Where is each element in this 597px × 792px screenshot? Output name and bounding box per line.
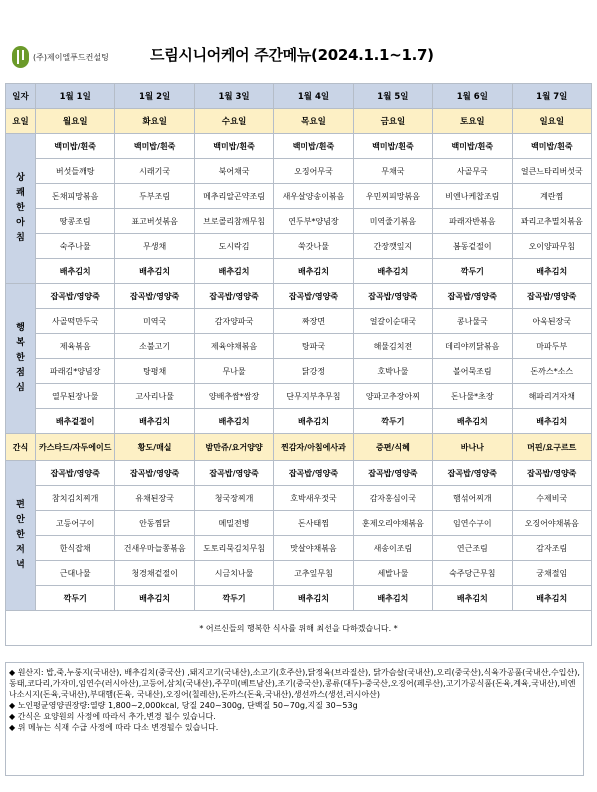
dinner-item: 도토리묵김치무침 [194,536,273,561]
breakfast-item: 파래자반볶음 [433,209,512,234]
dinner-item: 잡곡밥/영양죽 [512,461,591,486]
lunch-item: 소불고기 [115,334,194,359]
date-header: 1월 6일 [433,84,512,109]
breakfast-item: 백미밥/흰죽 [115,134,194,159]
page-header [0,0,597,80]
breakfast-item: 배추김치 [274,259,353,284]
lunch-item: 배추김치 [115,409,194,434]
breakfast-item: 백미밥/흰죽 [274,134,353,159]
dinner-item: 잡곡밥/영양죽 [36,461,115,486]
breakfast-item: 백미밥/흰죽 [353,134,432,159]
dinner-item: 근대나물 [36,561,115,586]
date-header: 1월 7일 [512,84,591,109]
lunch-item: 배추김치 [433,409,512,434]
breakfast-item: 비엔나케찹조림 [433,184,512,209]
company-logo [12,46,109,68]
lunch-item: 배추김치 [512,409,591,434]
company-name: (주)제이엘푸드컨설팅 [33,52,109,62]
dinner-item: 배추김치 [274,586,353,611]
breakfast-item: 무생채 [115,234,194,259]
date-header: 1월 3일 [194,84,273,109]
breakfast-item: 배추김치 [512,259,591,284]
breakfast-item: 오징어무국 [274,159,353,184]
dinner-item: 맛살야채볶음 [274,536,353,561]
breakfast-item: 시래기국 [115,159,194,184]
dinner-item: 수제비국 [512,486,591,511]
lunch-item: 사골떡만두국 [36,309,115,334]
dinner-item: 잡곡밥/영양죽 [353,461,432,486]
breakfast-item: 도시락김 [194,234,273,259]
breakfast-item: 새우살양송이볶음 [274,184,353,209]
lunch-row [6,359,592,384]
dinner-item: 새송이조림 [353,536,432,561]
dinner-item: 고등어구이 [36,511,115,536]
lunch-row [6,284,592,309]
dinner-item: 오징어야채볶음 [512,511,591,536]
lunch-item: 잡곡밥/영양죽 [36,284,115,309]
lunch-item: 깍두기 [353,409,432,434]
breakfast-item: 돈채피망볶음 [36,184,115,209]
lunch-item: 제육야채볶음 [194,334,273,359]
snack-row [6,434,592,461]
breakfast-item: 봄동겉절이 [433,234,512,259]
lunch-item: 짜장면 [274,309,353,334]
dinner-item: 임연수구이 [433,511,512,536]
dinner-item: 돈사태찜 [274,511,353,536]
day-row [6,109,592,134]
breakfast-item: 버섯들깨탕 [36,159,115,184]
note-text: * 어르신들의 행복한 식사를 위해 최선을 다하겠습니다. * [6,611,592,646]
dinner-item: 청경채겉절이 [115,561,194,586]
dinner-item: 배추김치 [433,586,512,611]
breakfast-row [6,259,592,284]
lunch-row [6,309,592,334]
dinner-item: 잡곡밥/영양죽 [194,461,273,486]
lunch-item: 잡곡밥/영양죽 [512,284,591,309]
lunch-item: 데리야끼닭볶음 [433,334,512,359]
lunch-item: 돈까스*소스 [512,359,591,384]
dinner-row [6,461,592,486]
lunch-item: 해파리겨자채 [512,384,591,409]
lunch-item: 아욱된장국 [512,309,591,334]
lunch-item: 해물김치전 [353,334,432,359]
breakfast-item: 미역줄기볶음 [353,209,432,234]
date-header: 1월 2일 [115,84,194,109]
breakfast-row [6,134,592,159]
dinner-item: 청국장찌개 [194,486,273,511]
breakfast-row [6,234,592,259]
dinner-item: 깍두기 [194,586,273,611]
lunch-item: 마파두부 [512,334,591,359]
breakfast-item: 땅콩조림 [36,209,115,234]
breakfast-row [6,159,592,184]
breakfast-item: 백미밥/흰죽 [36,134,115,159]
date-row-label: 일자 [6,84,36,109]
lunch-item: 호박나물 [353,359,432,384]
breakfast-row [6,209,592,234]
lunch-item: 잡곡밥/영양죽 [194,284,273,309]
breakfast-item: 꽈리고추멸치볶음 [512,209,591,234]
breakfast-item: 우민찌피망볶음 [353,184,432,209]
lunch-item: 제육볶음 [36,334,115,359]
dinner-item: 배추김치 [115,586,194,611]
snack-item: 찐감자/아침에사과 [274,434,353,461]
dinner-item: 잡곡밥/영양죽 [115,461,194,486]
breakfast-item: 표고버섯볶음 [115,209,194,234]
lunch-item: 고사리나물 [115,384,194,409]
dinner-row [6,586,592,611]
breakfast-item: 배추김치 [194,259,273,284]
dinner-row [6,486,592,511]
breakfast-item: 얼큰느타리버섯국 [512,159,591,184]
breakfast-item: 숙주나물 [36,234,115,259]
dinner-item: 궁채절임 [512,561,591,586]
date-header: 1월 5일 [353,84,432,109]
breakfast-item: 간장깻잎지 [353,234,432,259]
dinner-item: 호박새우젓국 [274,486,353,511]
dinner-item: 배추김치 [353,586,432,611]
dinner-item: 잡곡밥/영양죽 [274,461,353,486]
lunch-item: 닭강정 [274,359,353,384]
breakfast-item: 배추김치 [36,259,115,284]
weekday-header: 금요일 [353,109,432,134]
lunch-item: 파래김*양념장 [36,359,115,384]
dinner-item: 깍두기 [36,586,115,611]
lunch-item: 양배추쌈*쌈장 [194,384,273,409]
dinner-label: 편 안 한 저 녁 [6,461,36,611]
breakfast-item: 무채국 [353,159,432,184]
dinner-item: 고추잎무침 [274,561,353,586]
footer-line: ◆ 원산지: 밥,죽,누룽지(국내산), 배추김치(중국산) ,돼지고기(국내산),소고기(호주산),닭정육(브라질산), 닭가슴살(국내산),오리(중국산),식육가공품(국내산,수입산),동태,코다리,가자미,임연수(러시아산),고등어,삼치(국내산),주꾸미(베트남산),조기(중국산),콩류(대두)-중국산,오징어(페루산),고기가공식품(돈육,계육,국내산),비엔나소시지(돈육,국내산),부대햄(돈육, 국내산),오징어(칠레산),돈까스(돈육,국내산),생선까스(생선,러시아산) [9,668,580,699]
breakfast-item: 사골무국 [433,159,512,184]
footer-line: ◆ 위 메뉴는 식재 수급 사정에 따라 다소 변경될수 있습니다. [9,723,219,732]
lunch-item: 배추김치 [274,409,353,434]
breakfast-label: 상 쾌 한 아 침 [6,134,36,284]
note-row [6,611,592,646]
dinner-item: 햄섞어찌개 [433,486,512,511]
weekday-header: 일요일 [512,109,591,134]
footer-line: ◆ 노인평균영양권장량:열량 1,800~2,000kcal, 당질 240~300g, 단백질 50~70g,지질 30~53g [9,701,358,710]
lunch-item: 볼어묵조림 [433,359,512,384]
dinner-item: 메밀전병 [194,511,273,536]
dinner-item: 연근조림 [433,536,512,561]
dinner-item: 훈제오리야채볶음 [353,511,432,536]
weekday-header: 월요일 [36,109,115,134]
dinner-item: 숙주당근무침 [433,561,512,586]
breakfast-item: 계란찜 [512,184,591,209]
lunch-item: 콩나물국 [433,309,512,334]
lunch-item: 열무된장나물 [36,384,115,409]
lunch-row [6,334,592,359]
date-row [6,84,592,109]
breakfast-item: 쑥갓나물 [274,234,353,259]
footer-line: ◆ 간식은 요양원의 사정에 따라서 추가,변경 될수 있습니다. [9,712,216,721]
breakfast-item: 백미밥/흰죽 [512,134,591,159]
lunch-item: 잡곡밥/영양죽 [115,284,194,309]
lunch-item: 잡곡밥/영양죽 [274,284,353,309]
dinner-item: 시금치나물 [194,561,273,586]
dinner-item: 세발나물 [353,561,432,586]
lunch-item: 탕파국 [274,334,353,359]
dinner-item: 잡곡밥/영양죽 [433,461,512,486]
snack-item: 바나나 [433,434,512,461]
breakfast-item: 브로콜리참깨무침 [194,209,273,234]
dinner-item: 참치김치찌개 [36,486,115,511]
snack-label: 간식 [6,434,36,461]
snack-item: 밤만쥬/요거양양 [194,434,273,461]
dinner-row [6,511,592,536]
snack-item: 카스타드/자두에이드 [36,434,115,461]
snack-item: 머핀/요구르트 [512,434,591,461]
lunch-item: 배추겉절이 [36,409,115,434]
lunch-item: 잡곡밥/영양죽 [433,284,512,309]
lunch-item: 얼갈이순대국 [353,309,432,334]
page-title: 드림시니어케어 주간메뉴(2024.1.1~1.7) [150,46,434,64]
breakfast-item: 백미밥/흰죽 [194,134,273,159]
snack-item: 황도/매실 [115,434,194,461]
lunch-item: 미역국 [115,309,194,334]
breakfast-item: 깍두기 [433,259,512,284]
weekday-header: 화요일 [115,109,194,134]
lunch-item: 잡곡밥/영양죽 [353,284,432,309]
logo-icon [12,46,29,68]
lunch-item: 무나물 [194,359,273,384]
dinner-item: 감자홍심이국 [353,486,432,511]
breakfast-item: 연두부*양념장 [274,209,353,234]
weekday-header: 토요일 [433,109,512,134]
weekday-header: 목요일 [274,109,353,134]
date-header: 1월 4일 [274,84,353,109]
lunch-item: 돈나물*초장 [433,384,512,409]
dinner-item: 유채된장국 [115,486,194,511]
lunch-item: 배추김치 [194,409,273,434]
dinner-row [6,561,592,586]
breakfast-item: 북어채국 [194,159,273,184]
breakfast-item: 두부조림 [115,184,194,209]
dinner-item: 안동찜닭 [115,511,194,536]
date-header: 1월 1일 [36,84,115,109]
breakfast-item: 오이양파무침 [512,234,591,259]
breakfast-item: 배추김치 [353,259,432,284]
lunch-item: 탕평채 [115,359,194,384]
weekday-header: 수요일 [194,109,273,134]
lunch-item: 단무지부추무침 [274,384,353,409]
breakfast-row [6,184,592,209]
breakfast-item: 배추김치 [115,259,194,284]
lunch-item: 양파고추장아찌 [353,384,432,409]
dinner-item: 건새우마늘쫑볶음 [115,536,194,561]
lunch-item: 감자양파국 [194,309,273,334]
dinner-row [6,536,592,561]
snack-item: 증편/식혜 [353,434,432,461]
footer-notes [5,662,584,776]
day-row-label: 요일 [6,109,36,134]
dinner-item: 감자조림 [512,536,591,561]
breakfast-item: 메추리알곤약조림 [194,184,273,209]
lunch-label: 행 복 한 점 심 [6,284,36,434]
breakfast-item: 백미밥/흰죽 [433,134,512,159]
weekly-menu-table [5,83,592,646]
lunch-row [6,384,592,409]
dinner-item: 한식잡채 [36,536,115,561]
lunch-row [6,409,592,434]
dinner-item: 배추김치 [512,586,591,611]
